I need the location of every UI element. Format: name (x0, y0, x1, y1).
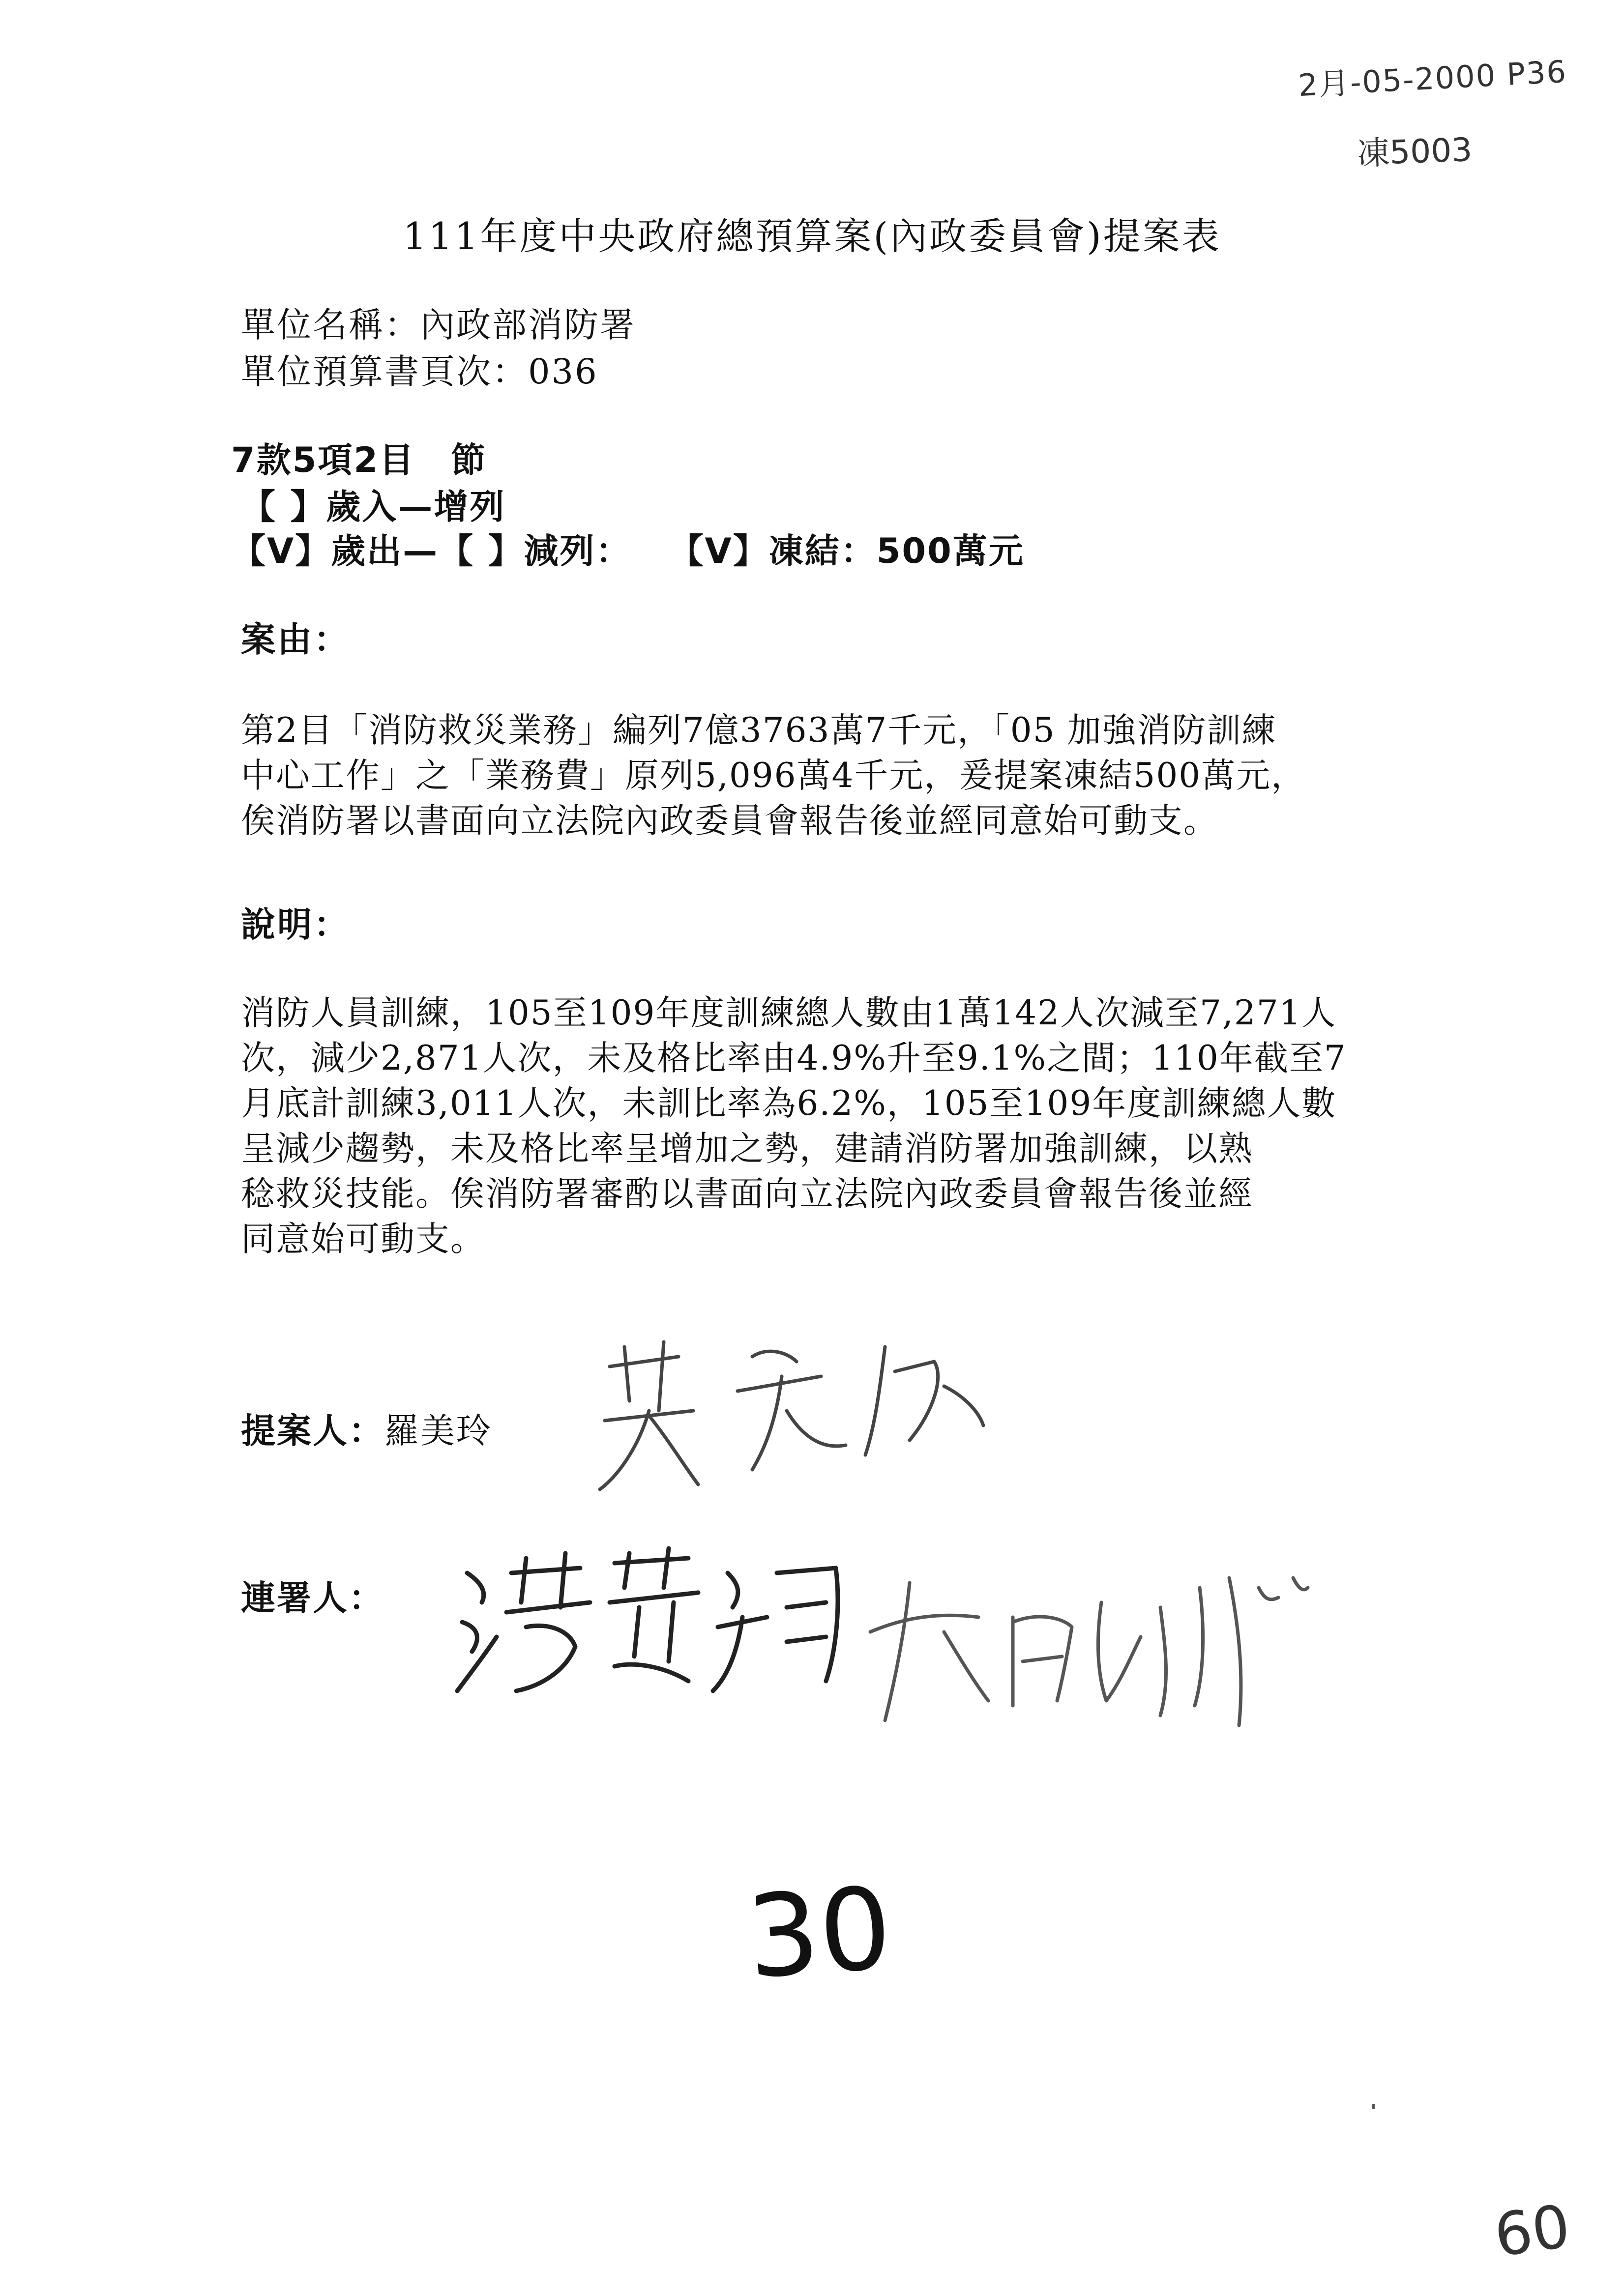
ink-speck (1372, 2104, 1375, 2109)
explanation-line: 消防人員訓練，105至109年度訓練總人數由1萬142人次減至7,271人 (241, 993, 1337, 1033)
handwritten-page-number: 30 (743, 1863, 896, 2004)
section-code: 7款5項2目 節 (231, 440, 487, 480)
reason-line: 俟消防署以書面向立法院內政委員會報告後並經同意始可動支。 (241, 801, 1218, 841)
budget-page-number: 單位預算書頁次：036 (241, 351, 598, 392)
proposer-signature (590, 1327, 993, 1504)
explanation-line: 呈減少趨勢，未及格比率呈增加之勢，建請消防署加強訓練，以熟 (241, 1129, 1253, 1168)
cosigner-signature-1 (452, 1543, 856, 1711)
reason-line: 中心工作」之「業務費」原列5,096萬4千元，爰提案凍結500萬元， (241, 756, 1306, 795)
cosigner-label: 連署人： (241, 1578, 384, 1618)
cosigner-signature-2 (865, 1558, 1347, 1735)
proposer-name: 羅美玲 (384, 1411, 492, 1451)
document-title: 111年度中央政府總預算案(內政委員會)提案表 (403, 214, 1221, 258)
explanation-line: 稔救災技能。俟消防署審酌以書面向立法院內政委員會報告後並經 (241, 1174, 1253, 1214)
explanation-heading: 說明： (241, 904, 350, 945)
explanation-line: 次，減少2,871人次，未及格比率由4.9%升至9.1%之間；110年截至7 (241, 1039, 1347, 1078)
handwritten-corner-number: 60 (1490, 2192, 1574, 2270)
proposer-label: 提案人： (241, 1411, 384, 1451)
explanation-paragraph (241, 990, 1406, 1262)
reason-paragraph (241, 708, 1406, 843)
reason-heading: 案由： (241, 619, 350, 660)
handwritten-date-note: 2月-05-2000 P36 (1297, 53, 1568, 104)
proposer-row (241, 1403, 492, 1453)
expense-row: 【V】歲出—【 】減列： 【V】凍結：500萬元 (231, 531, 1025, 571)
handwritten-code-note: 凍5003 (1356, 130, 1473, 173)
reason-line: 第2目「消防救災業務」編列7億3763萬7千元，「05 加強消防訓練 (241, 711, 1277, 750)
income-row: 【 】歲入—增列 (241, 487, 506, 527)
explanation-line: 月底計訓練3,011人次，未訓比率為6.2%，105至109年度訓練總人數 (241, 1084, 1337, 1123)
explanation-line: 同意始可動支。 (241, 1220, 485, 1259)
unit-name: 單位名稱：內政部消防署 (241, 305, 636, 345)
